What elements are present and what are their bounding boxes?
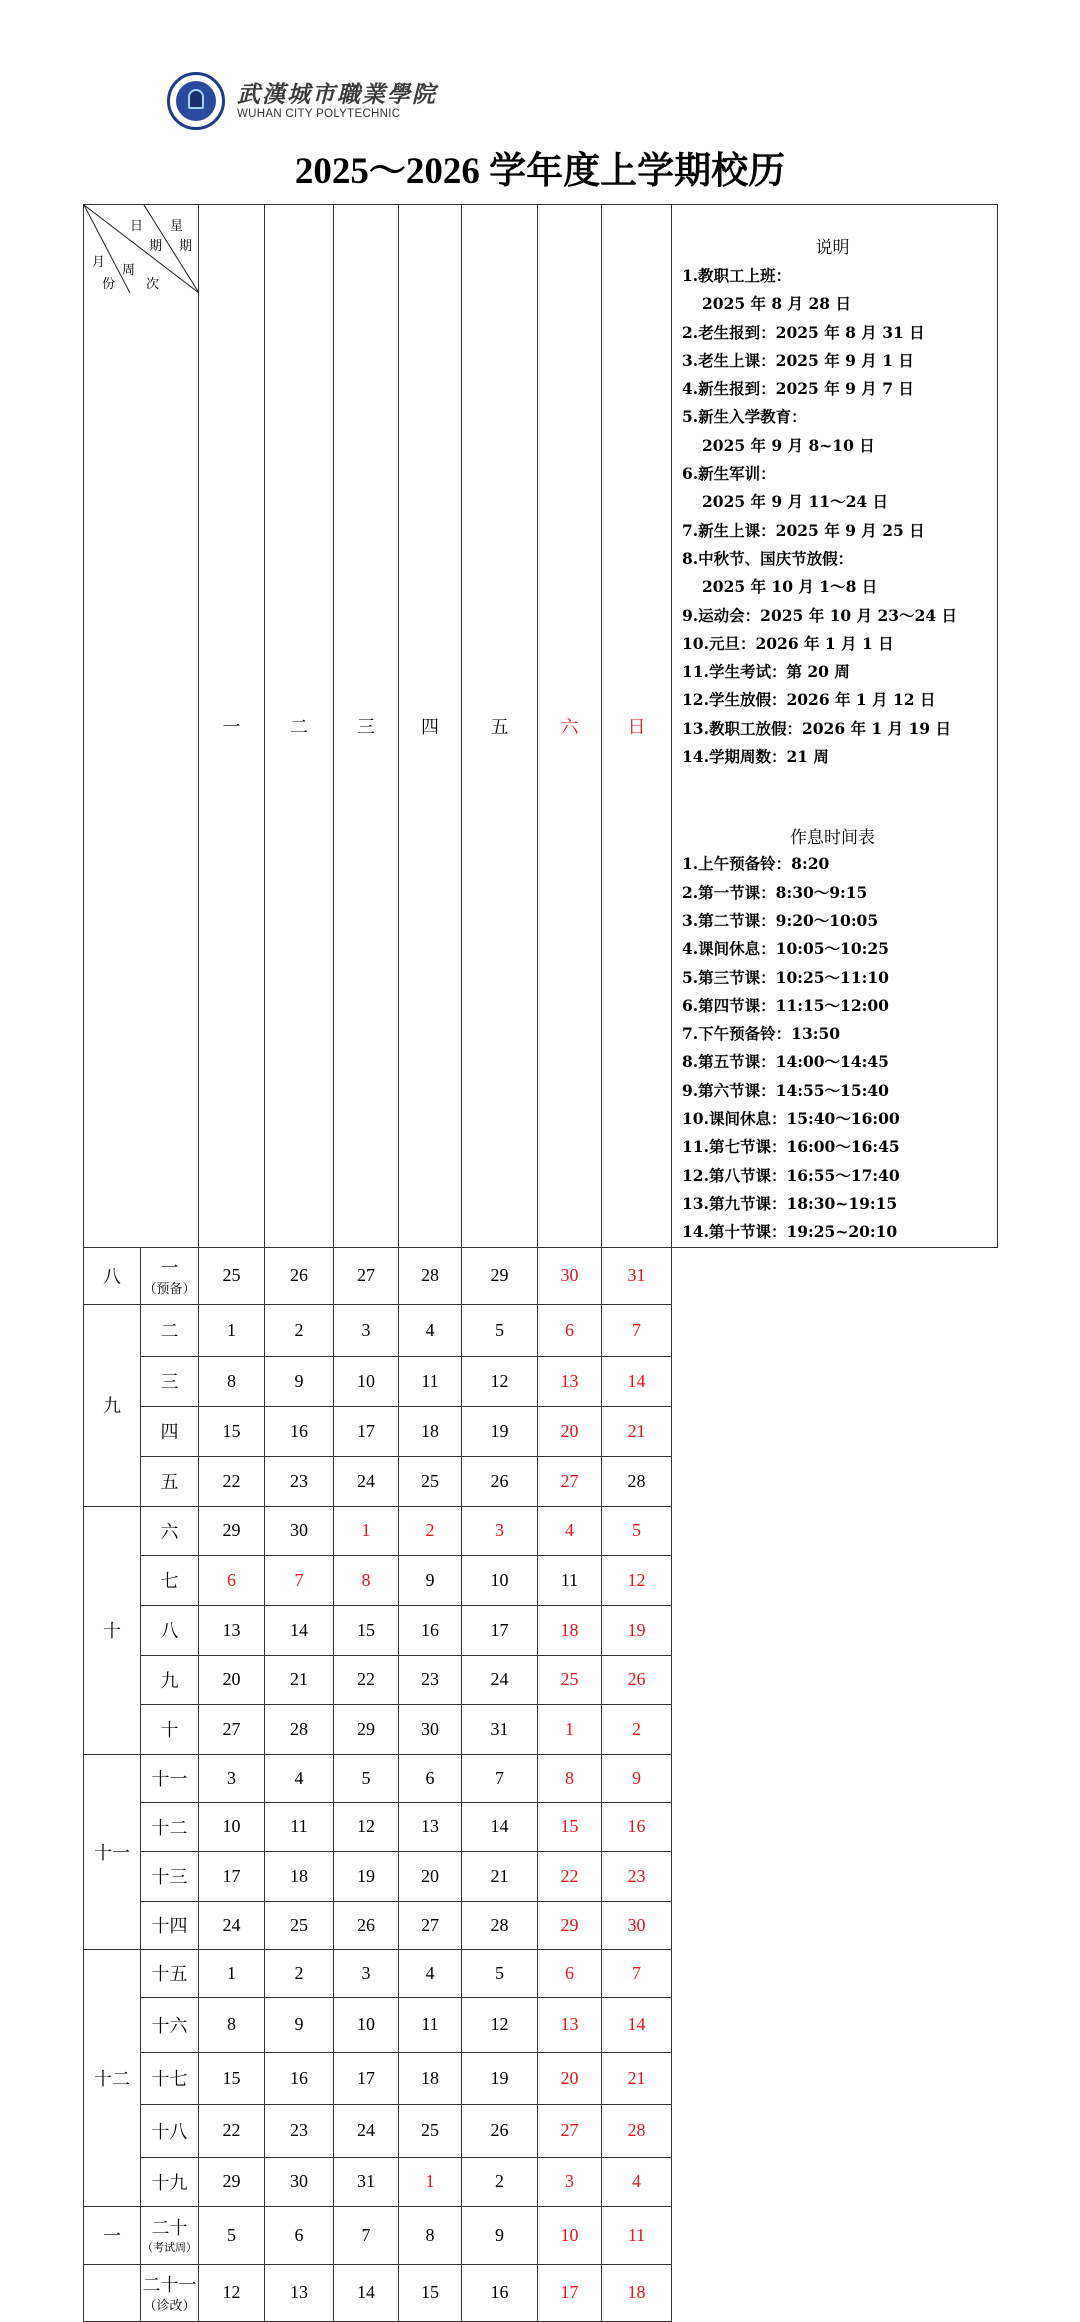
day-cell: 15 bbox=[334, 1605, 399, 1655]
day-cell: 5 bbox=[462, 1949, 538, 1997]
day-cell: 15 bbox=[199, 1406, 265, 1456]
week-number: 九 bbox=[160, 1670, 179, 1691]
note-item: 9.运动会：2025 年 10 月 23～24 日 bbox=[682, 605, 958, 625]
day-cell: 10 bbox=[199, 1802, 265, 1851]
day-cell-holiday: 13 bbox=[538, 1997, 602, 2052]
day-cell: 11 bbox=[538, 1555, 602, 1605]
day-cell: 11 bbox=[399, 1356, 462, 1406]
day-cell: 16 bbox=[265, 2052, 334, 2104]
school-logo bbox=[167, 72, 437, 130]
day-cell: 14 bbox=[334, 2264, 399, 2321]
week-note: （诊改） bbox=[143, 2297, 196, 2313]
week-number: 一 bbox=[160, 1257, 179, 1278]
corner-label-ci: 次 bbox=[146, 276, 160, 291]
weekday-header: 四 bbox=[399, 205, 462, 1248]
week-note: （考试周） bbox=[142, 2242, 197, 2254]
schedule-item: 6.第四节课：11:15～12:00 bbox=[682, 995, 889, 1015]
week-row bbox=[84, 2052, 998, 2104]
day-cell: 5 bbox=[462, 1304, 538, 1356]
note-item: 7.新生上课：2025 年 9 月 25 日 bbox=[682, 520, 925, 540]
weekday-header: 二 bbox=[265, 205, 334, 1248]
weekday-header: 三 bbox=[334, 205, 399, 1248]
week-row bbox=[84, 1851, 998, 1901]
week-number-cell bbox=[141, 1506, 199, 1555]
day-cell: 24 bbox=[334, 1456, 399, 1506]
day-cell: 12 bbox=[334, 1802, 399, 1851]
week-number-cell bbox=[141, 1555, 199, 1605]
day-cell: 23 bbox=[265, 2104, 334, 2157]
day-cell: 11 bbox=[399, 1997, 462, 2052]
notes-title: 说明 bbox=[815, 238, 850, 258]
day-cell: 10 bbox=[334, 1997, 399, 2052]
day-cell: 25 bbox=[265, 1901, 334, 1949]
day-cell: 3 bbox=[334, 1304, 399, 1356]
day-cell: 4 bbox=[265, 1754, 334, 1802]
day-cell-holiday: 27 bbox=[538, 2104, 602, 2157]
week-number-cell bbox=[141, 1949, 199, 1997]
day-cell: 31 bbox=[462, 1704, 538, 1754]
week-number-cell bbox=[141, 1304, 199, 1356]
day-cell: 29 bbox=[462, 1247, 538, 1304]
week-number: 五 bbox=[160, 1472, 179, 1492]
schedule-item: 1.上午预备铃：8:20 bbox=[682, 854, 830, 874]
day-cell-holiday: 29 bbox=[538, 1901, 602, 1949]
day-cell-holiday: 3 bbox=[462, 1506, 538, 1555]
schedule-item: 12.第八节课：16:55～17:40 bbox=[682, 1165, 900, 1185]
day-cell-holiday: 13 bbox=[538, 1356, 602, 1406]
day-cell-holiday: 20 bbox=[538, 1406, 602, 1456]
day-cell: 31 bbox=[334, 2157, 399, 2206]
day-cell: 5 bbox=[199, 2206, 265, 2264]
week-row bbox=[84, 1802, 998, 1851]
weekday-header: 五 bbox=[462, 205, 538, 1248]
day-cell-holiday: 6 bbox=[538, 1949, 602, 1997]
day-cell: 26 bbox=[462, 1456, 538, 1506]
day-cell: 28 bbox=[602, 1456, 672, 1506]
day-cell: 12 bbox=[462, 1356, 538, 1406]
corner-label-qi2: 期 bbox=[179, 238, 193, 253]
week-number: 四 bbox=[160, 1422, 179, 1442]
day-cell-holiday: 11 bbox=[602, 2206, 672, 2264]
week-number-cell bbox=[141, 1997, 199, 2052]
week-number: 七 bbox=[160, 1571, 179, 1591]
schedule-item: 13.第九节课：18:30~19:15 bbox=[682, 1193, 898, 1213]
note-item: 11.学生考试：第 20 周 bbox=[682, 662, 850, 682]
week-row bbox=[84, 1456, 998, 1506]
week-number-cell bbox=[141, 2264, 199, 2321]
day-cell: 29 bbox=[199, 1506, 265, 1555]
day-cell: 30 bbox=[265, 1506, 334, 1555]
day-cell: 19 bbox=[462, 1406, 538, 1456]
day-cell: 1 bbox=[199, 1304, 265, 1356]
day-cell: 25 bbox=[399, 1456, 462, 1506]
day-cell: 18 bbox=[399, 1406, 462, 1456]
day-cell: 11 bbox=[265, 1802, 334, 1851]
day-cell-holiday: 3 bbox=[538, 2157, 602, 2206]
week-number: 十一 bbox=[151, 1769, 188, 1789]
day-cell-holiday: 21 bbox=[602, 2052, 672, 2104]
month-cell: 一 bbox=[84, 2206, 141, 2264]
week-number-cell bbox=[141, 1901, 199, 1949]
week-number-cell bbox=[141, 1605, 199, 1655]
day-cell-holiday: 2 bbox=[602, 1704, 672, 1754]
day-cell: 2 bbox=[265, 1304, 334, 1356]
day-cell-holiday: 12 bbox=[602, 1555, 672, 1605]
day-cell: 22 bbox=[334, 1655, 399, 1704]
day-cell: 1 bbox=[199, 1949, 265, 1997]
day-cell-holiday: 8 bbox=[334, 1555, 399, 1605]
corner-label-fen: 份 bbox=[102, 276, 116, 291]
day-cell: 28 bbox=[462, 1901, 538, 1949]
day-cell: 8 bbox=[399, 2206, 462, 2264]
day-cell: 30 bbox=[399, 1704, 462, 1754]
day-cell-holiday: 30 bbox=[538, 1247, 602, 1304]
day-cell-holiday: 17 bbox=[538, 2264, 602, 2321]
week-number-cell bbox=[141, 1247, 199, 1304]
day-cell: 26 bbox=[334, 1901, 399, 1949]
day-cell: 27 bbox=[334, 1247, 399, 1304]
day-cell-holiday: 28 bbox=[602, 2104, 672, 2157]
day-cell: 16 bbox=[265, 1406, 334, 1456]
week-number-cell bbox=[141, 1655, 199, 1704]
day-cell: 10 bbox=[334, 1356, 399, 1406]
week-number: 六 bbox=[160, 1521, 179, 1542]
day-cell: 16 bbox=[462, 2264, 538, 2321]
day-cell: 7 bbox=[334, 2206, 399, 2264]
week-row bbox=[84, 1356, 998, 1406]
week-number: 十五 bbox=[151, 1964, 188, 1984]
day-cell-holiday: 1 bbox=[334, 1506, 399, 1555]
day-cell: 15 bbox=[399, 2264, 462, 2321]
day-cell: 23 bbox=[399, 1655, 462, 1704]
day-cell: 25 bbox=[399, 2104, 462, 2157]
day-cell: 14 bbox=[462, 1802, 538, 1851]
month-cell: 十二 bbox=[84, 1949, 141, 2206]
day-cell: 29 bbox=[334, 1704, 399, 1754]
note-item: 12.学生放假：2026 年 1 月 12 日 bbox=[682, 690, 936, 710]
schedule-item: 14.第十节课：19:25~20:10 bbox=[682, 1222, 898, 1242]
school-calendar-table bbox=[83, 204, 998, 2322]
note-item: 5.新生入学教育： bbox=[682, 407, 807, 427]
day-cell: 19 bbox=[334, 1851, 399, 1901]
day-cell: 25 bbox=[199, 1247, 265, 1304]
day-cell-holiday: 14 bbox=[602, 1356, 672, 1406]
week-number: 十七 bbox=[151, 2069, 188, 2089]
weekday-header: 一 bbox=[199, 205, 265, 1248]
day-cell-holiday: 20 bbox=[538, 2052, 602, 2104]
day-cell: 4 bbox=[399, 1304, 462, 1356]
week-row bbox=[84, 1304, 998, 1356]
month-cell: 九 bbox=[84, 1304, 141, 1506]
day-cell: 3 bbox=[334, 1949, 399, 1997]
corner-header-cell bbox=[84, 205, 199, 1248]
month-cell bbox=[84, 2264, 141, 2321]
week-row bbox=[84, 1506, 998, 1555]
notes-panel bbox=[672, 205, 998, 1248]
note-item: 13.教职工放假：2026 年 1 月 19 日 bbox=[682, 718, 951, 738]
day-cell-holiday: 25 bbox=[538, 1655, 602, 1704]
day-cell: 8 bbox=[199, 1997, 265, 2052]
week-row bbox=[84, 1605, 998, 1655]
day-cell-holiday: 31 bbox=[602, 1247, 672, 1304]
school-emblem-icon bbox=[167, 72, 225, 130]
day-cell-holiday: 14 bbox=[602, 1997, 672, 2052]
day-cell: 21 bbox=[462, 1851, 538, 1901]
header-row bbox=[84, 205, 998, 1248]
schedule-item: 5.第三节课：10:25～11:10 bbox=[682, 967, 889, 987]
note-item: 14.学期周数：21 周 bbox=[682, 747, 829, 767]
day-cell-holiday: 19 bbox=[602, 1605, 672, 1655]
week-number-cell bbox=[141, 2052, 199, 2104]
week-number: 二十 bbox=[151, 2218, 188, 2238]
day-cell-holiday: 8 bbox=[538, 1754, 602, 1802]
day-cell: 24 bbox=[462, 1655, 538, 1704]
schedule-item: 9.第六节课：14:55～15:40 bbox=[682, 1080, 889, 1100]
week-row bbox=[84, 1247, 998, 1304]
day-cell: 20 bbox=[199, 1655, 265, 1704]
school-name-cn: 武漢城市職業學院 bbox=[237, 81, 437, 108]
note-item: 2025 年 8 月 28 日 bbox=[702, 294, 851, 314]
day-cell: 9 bbox=[399, 1555, 462, 1605]
week-number: 三 bbox=[160, 1372, 179, 1392]
day-cell: 5 bbox=[334, 1754, 399, 1802]
day-cell: 18 bbox=[399, 2052, 462, 2104]
day-cell-holiday: 9 bbox=[602, 1754, 672, 1802]
weekday-header: 日 bbox=[602, 205, 672, 1248]
week-row bbox=[84, 1949, 998, 1997]
schedule-item: 4.课间休息：10:05～10:25 bbox=[682, 939, 889, 959]
week-number: 十八 bbox=[151, 2121, 188, 2142]
note-item: 2025 年 9 月 11～24 日 bbox=[702, 492, 889, 512]
day-cell: 9 bbox=[265, 1997, 334, 2052]
day-cell-holiday: 21 bbox=[602, 1406, 672, 1456]
day-cell-holiday: 4 bbox=[538, 1506, 602, 1555]
note-item: 2.老生报到：2025 年 8 月 31 日 bbox=[682, 322, 925, 342]
day-cell: 6 bbox=[399, 1754, 462, 1802]
day-cell: 10 bbox=[462, 1555, 538, 1605]
schedule-item: 10.课间休息：15:40～16:00 bbox=[682, 1109, 900, 1129]
schedule-title: 作息时间表 bbox=[790, 828, 875, 849]
day-cell: 8 bbox=[199, 1356, 265, 1406]
week-number-cell bbox=[141, 1356, 199, 1406]
day-cell-holiday: 18 bbox=[538, 1605, 602, 1655]
day-cell-holiday: 10 bbox=[538, 2206, 602, 2264]
note-item: 1.教职工上班： bbox=[682, 266, 792, 285]
week-row bbox=[84, 1655, 998, 1704]
day-cell: 23 bbox=[265, 1456, 334, 1506]
day-cell: 13 bbox=[399, 1802, 462, 1851]
note-item: 4.新生报到：2025 年 9 月 7 日 bbox=[682, 379, 914, 399]
week-number: 十六 bbox=[151, 2015, 188, 2036]
day-cell-holiday: 16 bbox=[602, 1802, 672, 1851]
day-cell: 16 bbox=[399, 1605, 462, 1655]
day-cell: 28 bbox=[399, 1247, 462, 1304]
day-cell: 4 bbox=[399, 1949, 462, 1997]
schedule-item: 11.第七节课：16:00～16:45 bbox=[682, 1137, 900, 1157]
day-cell: 15 bbox=[199, 2052, 265, 2104]
day-cell: 27 bbox=[199, 1704, 265, 1754]
day-cell-holiday: 7 bbox=[602, 1304, 672, 1356]
day-cell: 19 bbox=[462, 2052, 538, 2104]
week-row bbox=[84, 2104, 998, 2157]
week-number: 十三 bbox=[151, 1867, 188, 1887]
day-cell-holiday: 18 bbox=[602, 2264, 672, 2321]
day-cell: 14 bbox=[265, 1605, 334, 1655]
week-number-cell bbox=[141, 1754, 199, 1802]
school-name-en: WUHAN CITY POLYTECHNIC bbox=[237, 108, 401, 120]
day-cell: 13 bbox=[265, 2264, 334, 2321]
day-cell: 22 bbox=[199, 1456, 265, 1506]
day-cell: 17 bbox=[462, 1605, 538, 1655]
week-number-cell bbox=[141, 2157, 199, 2206]
day-cell: 12 bbox=[462, 1997, 538, 2052]
day-cell-holiday: 1 bbox=[538, 1704, 602, 1754]
day-cell: 26 bbox=[265, 1247, 334, 1304]
corner-label-yue: 月 bbox=[92, 254, 106, 269]
day-cell-holiday: 4 bbox=[602, 2157, 672, 2206]
page-title: 2025～2026 学年度上学期校历 bbox=[294, 151, 786, 192]
day-cell-holiday: 22 bbox=[538, 1851, 602, 1901]
corner-label-xing: 星 bbox=[170, 218, 184, 233]
day-cell-holiday: 15 bbox=[538, 1802, 602, 1851]
note-item: 10.元旦：2026 年 1 月 1 日 bbox=[682, 633, 894, 653]
week-row bbox=[84, 1901, 998, 1949]
day-cell: 17 bbox=[334, 2052, 399, 2104]
week-row bbox=[84, 1754, 998, 1802]
week-row bbox=[84, 1997, 998, 2052]
day-cell: 9 bbox=[265, 1356, 334, 1406]
week-number-cell bbox=[141, 1456, 199, 1506]
week-row bbox=[84, 1406, 998, 1456]
week-number: 十 bbox=[160, 1720, 179, 1740]
week-number: 十四 bbox=[151, 1916, 188, 1936]
corner-label-zhou: 周 bbox=[122, 262, 136, 277]
week-note: （预备） bbox=[143, 1280, 196, 1296]
week-row bbox=[84, 2264, 998, 2321]
month-cell: 八 bbox=[84, 1247, 141, 1304]
day-cell: 2 bbox=[462, 2157, 538, 2206]
note-item: 2025 年 9 月 8~10 日 bbox=[702, 435, 875, 455]
schedule-item: 8.第五节课：14:00～14:45 bbox=[682, 1052, 889, 1072]
day-cell: 2 bbox=[265, 1949, 334, 1997]
day-cell: 24 bbox=[199, 1901, 265, 1949]
schedule-item: 7.下午预备铃：13:50 bbox=[682, 1024, 841, 1044]
week-number: 二十一 bbox=[142, 2274, 197, 2295]
week-number-cell bbox=[141, 2104, 199, 2157]
week-number-cell bbox=[141, 2206, 199, 2264]
day-cell: 17 bbox=[334, 1406, 399, 1456]
note-item: 8.中秋节、国庆节放假： bbox=[682, 548, 854, 568]
week-row bbox=[84, 1555, 998, 1605]
day-cell: 29 bbox=[199, 2157, 265, 2206]
day-cell-holiday: 7 bbox=[602, 1949, 672, 1997]
corner-label-ri: 日 bbox=[130, 218, 144, 233]
day-cell: 21 bbox=[265, 1655, 334, 1704]
day-cell: 27 bbox=[399, 1901, 462, 1949]
day-cell-holiday: 27 bbox=[538, 1456, 602, 1506]
day-cell-holiday: 7 bbox=[265, 1555, 334, 1605]
week-number-cell bbox=[141, 1406, 199, 1456]
day-cell-holiday: 23 bbox=[602, 1851, 672, 1901]
note-item: 3.老生上课：2025 年 9 月 1 日 bbox=[682, 350, 914, 370]
week-number: 十九 bbox=[151, 2172, 188, 2193]
week-row bbox=[84, 2206, 998, 2264]
day-cell-holiday: 6 bbox=[199, 1555, 265, 1605]
schedule-item: 2.第一节课：8:30～9:15 bbox=[682, 882, 868, 902]
day-cell: 13 bbox=[199, 1605, 265, 1655]
day-cell: 3 bbox=[199, 1754, 265, 1802]
weekday-header: 六 bbox=[538, 205, 602, 1248]
day-cell-holiday: 26 bbox=[602, 1655, 672, 1704]
day-cell-holiday: 5 bbox=[602, 1506, 672, 1555]
day-cell: 6 bbox=[265, 2206, 334, 2264]
week-number-cell bbox=[141, 1704, 199, 1754]
day-cell: 12 bbox=[199, 2264, 265, 2321]
day-cell: 7 bbox=[462, 1754, 538, 1802]
schedule-item: 3.第二节课：9:20～10:05 bbox=[682, 910, 879, 930]
day-cell: 22 bbox=[199, 2104, 265, 2157]
week-number: 十二 bbox=[151, 1817, 188, 1838]
day-cell-holiday: 30 bbox=[602, 1901, 672, 1949]
note-item: 6.新生军训： bbox=[682, 464, 776, 484]
corner-label-qi1: 期 bbox=[149, 238, 163, 253]
day-cell: 26 bbox=[462, 2104, 538, 2157]
month-cell: 十 bbox=[84, 1506, 141, 1754]
day-cell: 30 bbox=[265, 2157, 334, 2206]
week-row bbox=[84, 1704, 998, 1754]
day-cell-holiday: 1 bbox=[399, 2157, 462, 2206]
month-cell: 十一 bbox=[84, 1754, 141, 1949]
week-row bbox=[84, 2157, 998, 2206]
day-cell-holiday: 6 bbox=[538, 1304, 602, 1356]
day-cell: 9 bbox=[462, 2206, 538, 2264]
week-number-cell bbox=[141, 1851, 199, 1901]
day-cell: 20 bbox=[399, 1851, 462, 1901]
week-number: 二 bbox=[160, 1321, 179, 1341]
day-cell: 24 bbox=[334, 2104, 399, 2157]
day-cell: 18 bbox=[265, 1851, 334, 1901]
note-item: 2025 年 10 月 1～8 日 bbox=[702, 577, 878, 597]
week-number-cell bbox=[141, 1802, 199, 1851]
day-cell: 17 bbox=[199, 1851, 265, 1901]
week-number: 八 bbox=[160, 1621, 179, 1641]
day-cell-holiday: 2 bbox=[399, 1506, 462, 1555]
day-cell: 28 bbox=[265, 1704, 334, 1754]
